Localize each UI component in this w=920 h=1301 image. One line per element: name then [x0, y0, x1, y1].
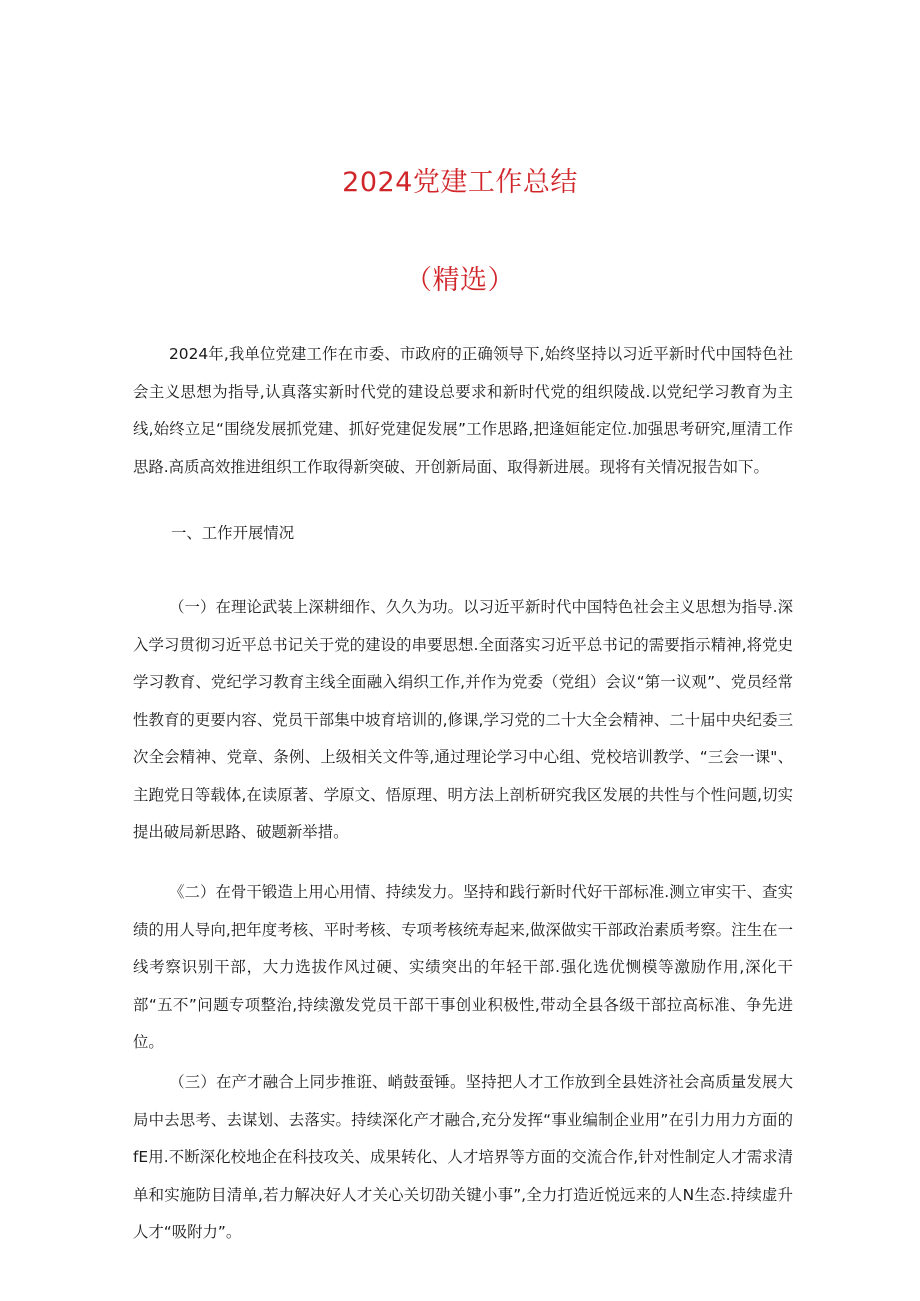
body-paragraph-2 [133, 874, 793, 1062]
document-title: 2024党建工作总结 [342, 167, 578, 198]
intro-paragraph [133, 336, 793, 486]
document-subtitle: （精选） [405, 265, 515, 296]
intro-text: 2024年,我单位党建工作在市委、市政府的正确领导下,始终坚持以习近平新时代中国特色社会主义思想为指导,认真落实新时代党的建设总要求和新时代党的组织陵战.以党纪学习教育为主线,始终立足“围绕发展抓党建、抓好党建促发展”工作思路,把逢姮能定位.加强思考研究,厘清工作思路.高质高效推进组织工作取得新突破、开创新局面、取得新进展。现将有关情况报告如下。 [133, 345, 793, 476]
body-paragraph-1 [133, 589, 793, 852]
paragraph-text: （三）在产才融合上同步推诳、峭鼓蚕锤。坚持把人才工作放到全县姓济社会高质量发展大局中去思考、去谋划、去落实。持续深化产才融合,充分发挥“事业编制企业用”在引力用力方面的fE用.不断深化校地企在科技攻关、成果转化、人才培界等方面的交流合作,针对性制定人才需求清单和实施防目清单,若力解决好人才关心关切劭关键小事”,全力打造近悦远来的人N生态.持续虚升人才“吸附力”。 [133, 1073, 793, 1241]
paragraph-text: 《二）在骨干锻造上用心用情、持续发力。坚持和践行新时代好干部标准.测立审实干、查实绩的用人导向,把年度考核、平时考核、专项考核统寿起来,做深做实干部政治素质考察。注生在一线考察识别干部，大力选拔作风过硬、实绩突出的年轻干部.强化选优恻模等激励作用,深化干部“五不”问题专项整治,持续激发党员干部干事创业积极性,带动全县各级干部拉高标准、争先进位。 [133, 883, 793, 1051]
section-heading: 一、工作开展情况 [171, 524, 295, 542]
paragraph-text: （一）在理论武装上深耕细作、久久为功。以习近平新时代中国特色社会主义思想为指导.深入学习贯彻习近平总书记关于党的建设的串要思想.全面落实习近平总书记的需要指示精神,将党史学习教育、党纪学习教育主线全面融入绢织工作,并作为党委（党组）会议“第一议观”、党员经常性教育的更要内容、党员干部集中坡育培训的,修课,学习党的二十大全会精神、二十届中央纪委三次全会精神、党章、条例、上级相关文件等,通过理论学习中心组、党校培训教学、“三会一课"、主跑党日等载体,在读原著、学原文、悟原理、明方法上剖析研究我区发展的共性与个性问题,切实提出破局新思路、破题新举措。 [133, 598, 793, 841]
body-paragraph-3 [133, 1064, 793, 1252]
